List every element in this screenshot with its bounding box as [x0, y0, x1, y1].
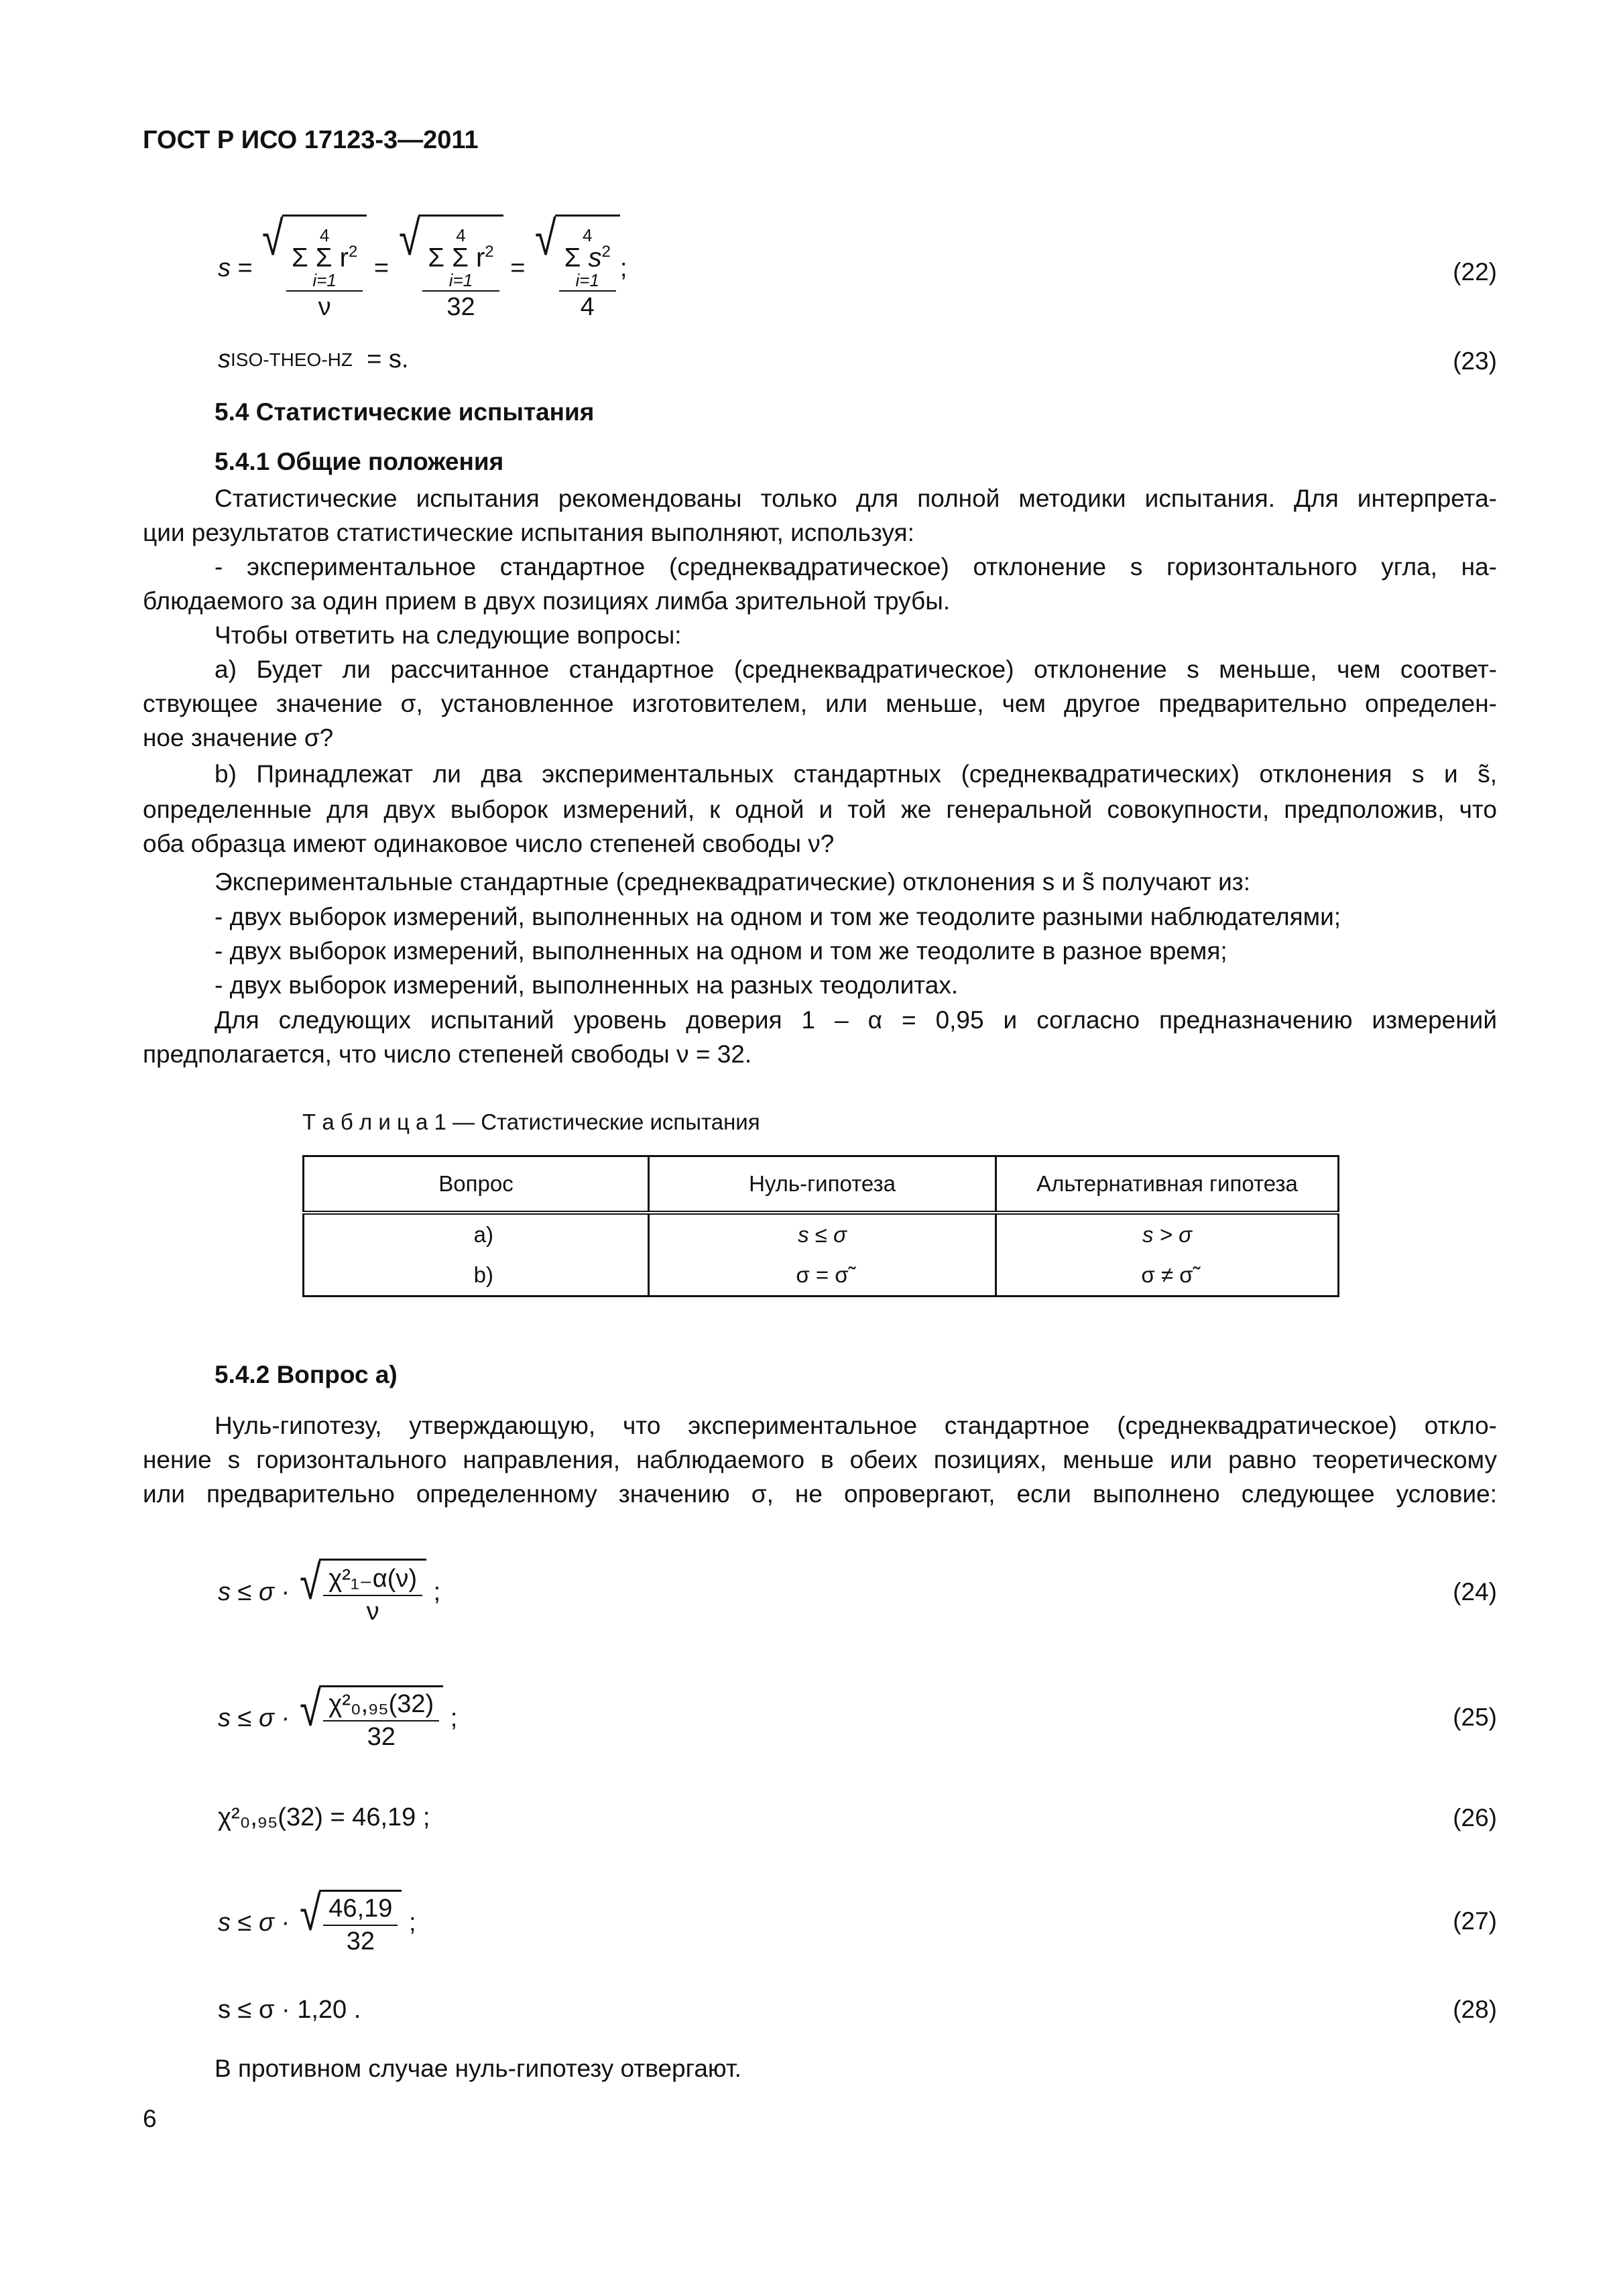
- paragraph-line: Нуль-гипотезу, утверждающую, что экспериментальное стандартное (среднеквадратическое) откло-: [215, 1412, 1497, 1439]
- table-cell: σ ≠ σ̃: [996, 1255, 1339, 1296]
- paragraph-line: а) Будет ли рассчитанное стандартное (среднеквадратическое) отклонение s меньше, чем соответ-: [215, 656, 1497, 683]
- eq-symbol: s: [218, 253, 231, 282]
- table-cell: s > σ: [996, 1213, 1339, 1255]
- paragraph-line: предполагается, что число степеней свободы ν = 32.: [143, 1040, 752, 1068]
- table-row: [304, 1255, 1339, 1296]
- equation-22: s = √ 4 Σ Σ $r^2$ i=1 ν = √ 4 Σ Σ $r^2$ i=1 32 = √ 4 Σ $s^2$ i=1 4 ;: [218, 212, 627, 321]
- list-item: - двух выборок измерений, выполненных на одном и том же теодолите разными наблюдателями;: [215, 903, 1341, 930]
- equation-number: (28): [1453, 1996, 1497, 2023]
- list-item: - двух выборок измерений, выполненных на разных теодолитах.: [215, 971, 959, 999]
- equation-number: (23): [1453, 347, 1497, 375]
- paragraph-line: ное значение σ?: [143, 724, 334, 751]
- equation-24: s ≤ σ · √ $\frac{\text{χ²₁₋α(ν)}}{\nu}$ ;: [218, 1555, 441, 1626]
- equation-number: (22): [1453, 258, 1497, 286]
- paragraph-line: нение s горизонтального направления, наблюдаемого в обеих позициях, меньше или равно теоретическому: [143, 1446, 1497, 1473]
- equation-number: (26): [1453, 1804, 1497, 1831]
- paragraph-line: ствующее значение σ, установленное изготовителем, или меньше, чем другое предварительно определен-: [143, 690, 1497, 717]
- list-item: - двух выборок измерений, выполненных на одном и том же теодолите в разное время;: [215, 937, 1227, 965]
- sqrt: √ 4 Σ Σ $r^2$ i=1 ν: [259, 215, 367, 321]
- table-row: [304, 1213, 1339, 1255]
- sqrt: √ 4 Σ Σ $r^2$ i=1 32: [396, 215, 503, 321]
- table-header: Нуль-гипотеза: [649, 1156, 996, 1213]
- paragraph-line: Чтобы ответить на следующие вопросы:: [215, 621, 682, 649]
- table-cell: а): [304, 1213, 649, 1255]
- paragraph-line: Экспериментальные стандартные (среднеквадратические) отклонения s и s̃ получают из:: [215, 868, 1251, 896]
- closing-text: В противном случае нуль-гипотезу отвергают.: [215, 2055, 741, 2082]
- paragraph-line: Статистические испытания рекомендованы только для полной методики испытания. Для интерпрета-: [215, 485, 1497, 512]
- paragraph-line: - экспериментальное стандартное (среднеквадратическое) отклонение s горизонтального угла, на-: [215, 553, 1497, 581]
- equation-25: s ≤ σ · √ $\frac{\text{χ²₀,₉₅(32)}}{32}$ ;: [218, 1682, 458, 1751]
- document-header: ГОСТ Р ИСО 17123-3—2011: [143, 126, 479, 154]
- equation-28: s ≤ σ · 1,20 .: [218, 1996, 361, 2024]
- paragraph-line: ции результатов статистические испытания выполняют, используя:: [143, 519, 914, 546]
- section-heading: 5.4 Статистические испытания: [215, 398, 595, 426]
- page-number: 6: [143, 2105, 157, 2132]
- equation-27: s ≤ σ · √ $\frac{46,19}{32}$ ;: [218, 1886, 416, 1955]
- paragraph-line: или предварительно определенному значению σ, не опровергают, если выполнено следующее условие:: [143, 1480, 1497, 1508]
- paragraph-line: b) Принадлежат ли два экспериментальных стандартных (среднеквадратических) отклонения s и s̃,: [215, 760, 1497, 788]
- table-caption: Т а б л и ц а 1 — Статистические испытания: [302, 1109, 760, 1134]
- equation-26: χ²₀,₉₅(32) = 46,19 ;: [218, 1803, 430, 1831]
- subsection-heading: 5.4.2 Вопрос а): [215, 1361, 398, 1388]
- equation-number: (25): [1453, 1703, 1497, 1731]
- table-cell: σ = σ̃: [649, 1255, 996, 1296]
- paragraph-line: блюдаемого за один прием в двух позициях лимба зрительной трубы.: [143, 587, 951, 615]
- table-cell: b): [304, 1255, 649, 1296]
- subsection-heading: 5.4.1 Общие положения: [215, 448, 504, 475]
- equation-number: (24): [1453, 1578, 1497, 1606]
- equation-23: s ISO-THEO-HZ = s.: [218, 345, 409, 373]
- sqrt: √ 4 Σ $s^2$ i=1 4: [532, 215, 620, 321]
- statistical-tests-table: [302, 1155, 1339, 1297]
- paragraph-line: определенные для двух выборок измерений, к одной и той же генеральной совокупности, предположив, что: [143, 796, 1497, 823]
- paragraph-line: оба образца имеют одинаковое число степеней свободы ν?: [143, 830, 835, 857]
- table-header: Вопрос: [304, 1156, 649, 1213]
- table-header: Альтернативная гипотеза: [996, 1156, 1339, 1213]
- equation-number: (27): [1453, 1907, 1497, 1935]
- table-cell: s ≤ σ: [649, 1213, 996, 1255]
- paragraph-line: Для следующих испытаний уровень доверия 1 – α = 0,95 и согласно предназначению измерений: [215, 1006, 1497, 1034]
